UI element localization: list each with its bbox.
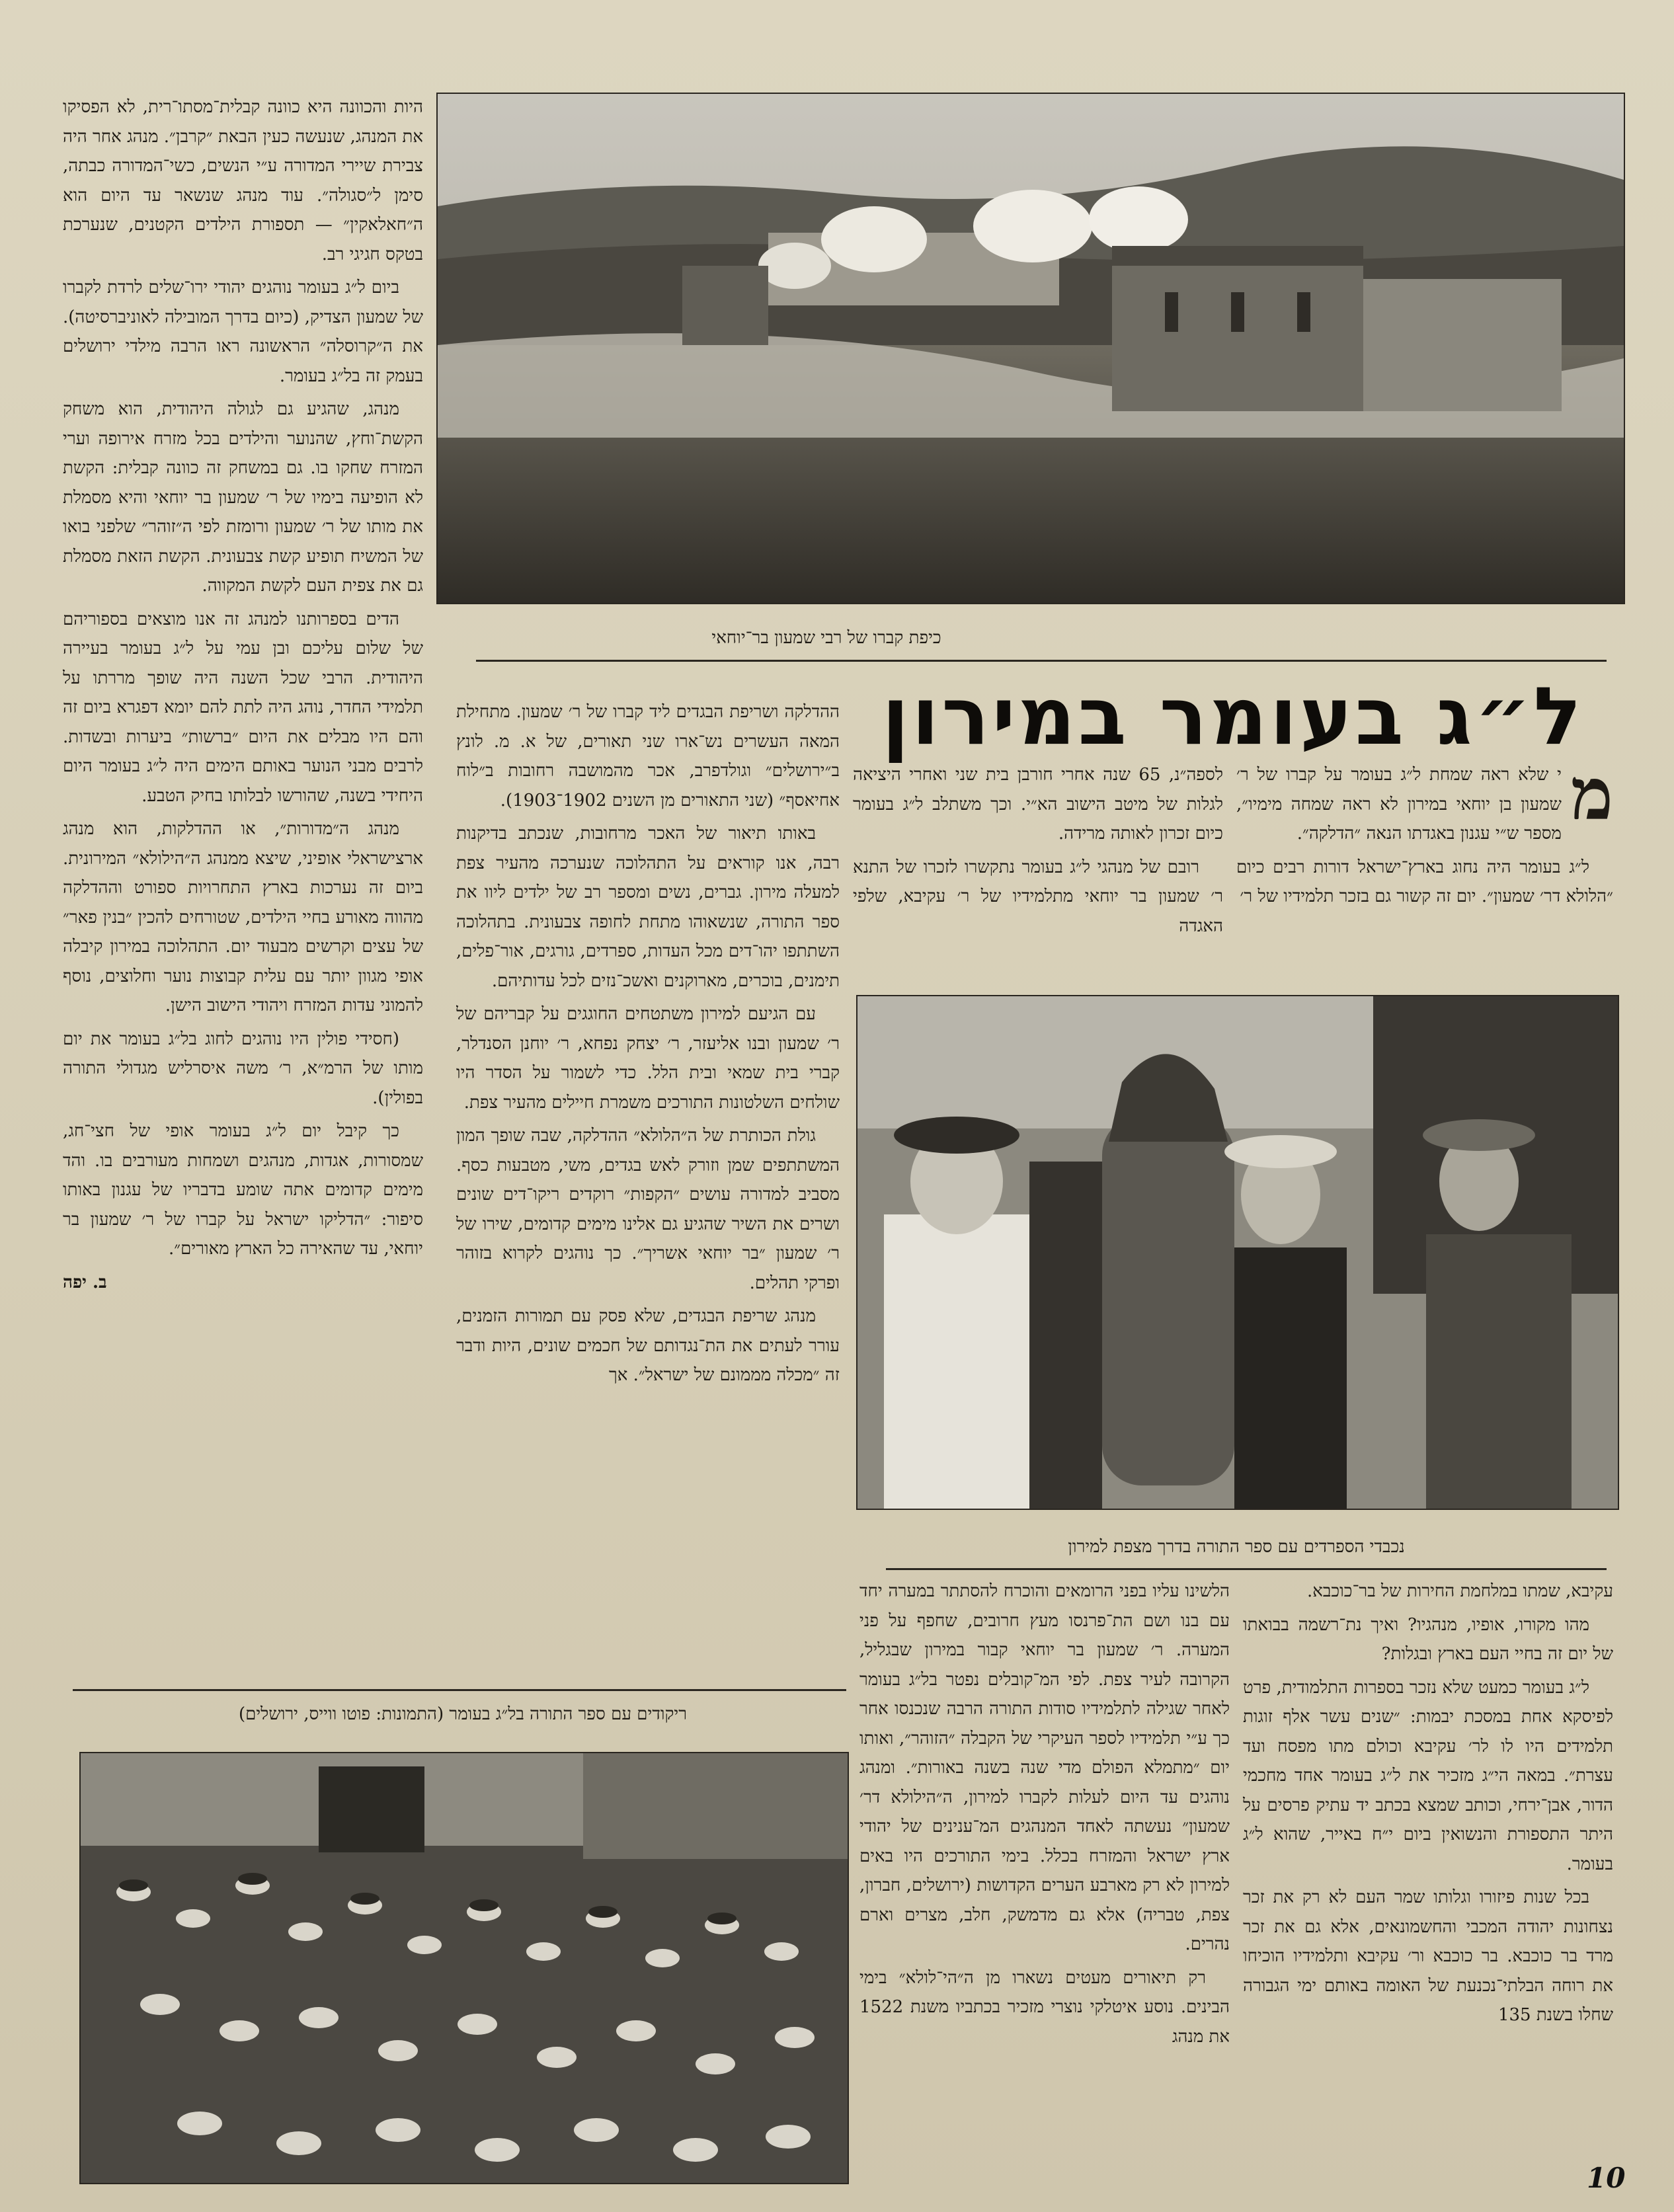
article-column-bottom-middle — [859, 1577, 1230, 2182]
col3-paragraph-3: עם הגיעם למירון משתטחים החוגגים על קבריהם של ר׳ שמעון ובנו אליעזר, ר׳ יצחק נפחא, ר׳ יוחנן הסנדלר, קברי בית שמאי ובית הלל. כדי לשמור על הסדר היו שולחים השלטונות התורכים משמרת חיילים מהעיר צפת. — [456, 1004, 840, 1113]
left-paragraph-7: כך קיבל יום ל״ג בעומר אופי של חצי־חג, שמסורות, אגדות, מנהגים ושמחות מעורבים בו. והד מימים קדומים אתה שומע בדבריו של עגנון באותו סיפור: ״הדליקו ישראל על קברו של ר׳ שמעון בר יוחאי, עד שהאירה כל הארץ מאורים״. — [63, 1121, 423, 1259]
col2-paragraph-1: לספה״נ, 65 שנה אחרי חורבן בית שני ואחרי היציאה לגלות של מיטב הישוב הא״י. וכך משתלב ל״ג בעומר כיום זכרון לאותה מרידה. — [853, 765, 1223, 844]
left-paragraph-6: (חסידי פולין היו נוהגים לחוג בל״ג בעומר את יום מותו של הרמ״א, ר׳ משה איסרליש מגדולי התורה בפולין). — [63, 1029, 423, 1108]
dancing-photo-caption: ריקודים עם ספר התורה בל״ג בעומר (התמונות: פוטו ווייס, ירושלים) — [239, 1704, 687, 1724]
article-column-2 — [853, 760, 1223, 992]
b3-paragraph-1: הלשינו עליו בפני הרומאים והוכרח להסתתר במערה יחד עם בנו ושם הת־פרנסו מעץ חרובים, שחפף על פני המערה. ר׳ שמעון בר יוחאי קבור במירון שבגליל, הקרובה לעיר צפת. לפי המ־קובלים נפטר בל״ג בעומר לאחר שגילה לתלמידיו סודות התורה הרבה שנכנסו אחר כך ע״י תלמידיו לספר העיקרי של הקבלה ״הזוהר״, ואותו יום ״מתמלא הפולם מדי שנה בשנה באורות״. ומנהג נוהגים עד היום לעלות לקברו למירון, ה״הילולא דר׳ שמעון״ נעשתה לאחד המנהגים המ־ענינים של יהודי ארץ ישראל והמזרח בכלל. בימי התורכים היו באים למירון לא רק מארבע הערים הקדושות (ירושלים, חברון, צפת, טבריה) אלא גם מדמשק, חלב, מצרים וארם נהרים. — [859, 1581, 1230, 1954]
crowd-image — [857, 996, 1618, 1509]
intro-text: י שלא ראה שמחת ל״ג בעומר על קברו של ר׳ שמעון בן יוחאי במירון לא ראה שמחה מימיו״, מספר ש״י עגנון באגדתו הנאה ״הדלקה״. — [1236, 765, 1562, 844]
page-number: 10 — [1587, 2162, 1626, 2194]
left-paragraph-3: מנהג, שהגיע גם לגולה היהודית, הוא משחק הקשת־וחץ, שהנוער והילדים בכל מזרח אירופה וערי המזרח שחקו בו. גם במשחק זה כוונה קבלית: הקשת לא הופיעה בימיו של ר׳ שמעון בר יוחאי והיא מסמלת את מותו של ר׳ שמעון ורומזת לפי ה״זוהר״ שלפני בואו של המשיח תופיע קשת צבעונית. הקשת הזאת מסמלת גם את צפית העם לקשת המקווה. — [63, 399, 423, 596]
dancing-crowd-photo — [79, 1752, 849, 2184]
dancing-image — [81, 1753, 848, 2183]
author-signature: ב. יפה — [63, 1272, 107, 1292]
col3-paragraph-5: מנהג שריפת הבגדים, שלא פסק עם תמורות הזמנים, עורר לעתים את הת־נגדותם של חכמים שונים, היות ודבר זה ״מכלה מממונם של ישראל״. אך — [456, 1306, 840, 1385]
article-column-bottom-right — [1243, 1577, 1613, 2172]
b4-paragraph-4: בכל שנות פיזורו וגלותו שמר העם לא רק את זכר נצחונות יהודה המכבי והחשמונאים, אלא גם את זכר מרד בר כוכבא. בר כוכבא ור׳ עקיבא ותלמידיו הוכיחו את רוחה הבלתי־נכנעת של האומה באותם ימי הגבורה שחלו בשנת 135 — [1243, 1887, 1613, 2025]
col3-paragraph-2: באותו תיאור של האכר מרחובות, שנכתב בדיקנות רבה, אנו קוראים על התהלוכה שנערכה מהעיר צפת למעלה מירון. גברים, נשים ומספר רב של ילדים ליוו את ספר התורה, שנשאוהו מתחת לחופה צבעונית. בתהלוכה השתתפו יהו־דים מכל העדות, ספרדים, גורגים, אור־פלים, תימנים, בוכרים, מארוקנים ואשכ־נזים לכל עדותיהם. — [456, 824, 840, 991]
caption-rule — [476, 660, 1607, 662]
left-paragraph-4: הדים בספרותנו למנהג זה אנו מוצאים בספוריהם של שלום עליכם ובן עמי על ל״ג בעומר בעיירה היהודית. הרבי שכל השנה היה שופך מררתו על תלמידי החדר, נוהג היה לתת להם יומא דפגרא ביום זה והם היו מבלים את היום ״ברשות״ ביערות ובשדות. לרבים מבני הנוער באותם הימים היה ל״ג בעומר היום היחידי בשנה, שהורשו לבלותו בחיק הטבע. — [63, 609, 423, 806]
torah-photo-caption: נכבדי הספרדים עם ספר התורה בדרך מצפת למירון — [1068, 1537, 1405, 1557]
intro-paragraph-2: ל״ג בעומר היה נחוג בארץ־ישראל דורות רבים כיום ״הלולא דר׳ שמעון״. יום זה קשור גם בזכר תלמידיו של ר׳ — [1236, 857, 1613, 906]
article-column-3 — [456, 697, 840, 1689]
b3-paragraph-2: רק תיאורים מעטים נשארו מן ה״הי־לולא״ בימי הבינים. נוסע איטלקי נוצרי מזכיר בכתביו משנת 1522 את מנהג — [859, 1967, 1230, 2047]
article-headline: ל״ג בעומר במירון — [881, 671, 1585, 763]
b4-paragraph-3: ל״ג בעומר כמעט שלא נזכר בספרות התלמודית, פרט לפיסקא אחת במסכת יבמות: ״שנים עשר אלף זוגות תלמידים היו לו לר׳ עקיבא וכולם מתו מפסח ועד עצרת״. במאה הי״ג מזכיר את ל״ג בעומר אחד מחכמי הדור, אבן־ירחי, וכותב שמצא בכתב יד עתיק פרסים על היתר התספורת והנשואין ביום י״ח באייר, שהוא ל״ג בעומר. — [1243, 1677, 1613, 1874]
article-column-right — [1236, 760, 1613, 992]
section-rule — [73, 1689, 846, 1691]
b4-paragraph-1: עקיבא, שמתו במלחמת החירות של בר־כוכבא. — [1307, 1581, 1613, 1601]
left-paragraph-1: היות והכוונה היא כוונה קבלית־מסתו־רית, לא הפסיקו את המנהג, שנעשה כעין הבאת ״קרבן״. מנהג אחר היה צבירת שיירי המדורה ע״י הנשים, כשי־המדורה כבתה, סימן ל״סגולה״. עוד מנהג שנשאר עד היום הוא ה״חאלאקין״ — תספורת הילדים הקטנים, שנערכת בטקס חגיגי רב. — [63, 97, 423, 264]
col2-paragraph-2: רובם של מנהגי ל״ג בעומר נתקשרו לזכרו של התנא ר׳ שמעון בר יוחאי מתלמידיו של ר׳ עקיבא, שלפי האגדה — [853, 857, 1223, 936]
b4-paragraph-2: מהו מקורו, אופיו, מנהגיו? ואיך נת־רשמה בבואתו של יום זה בחיי העם בארץ ובגלות? — [1243, 1614, 1613, 1664]
torah-procession-photo — [856, 995, 1619, 1510]
landscape-image — [438, 94, 1624, 603]
dropcap-letter: מ — [1570, 760, 1613, 836]
left-paragraph-2: ביום ל״ג בעומר נוהגים יהודי ירו־שלים לרדת לקברו של שמעון הצדיק, (כיום בדרך המובילה לאוניברסיטה). את ה״קרוסלה״ הראשונה ראו הרבה מילדי ירושלים בעמק זה בל״ג בעומר. — [63, 278, 423, 386]
caption-rule-2 — [886, 1568, 1607, 1570]
article-column-left — [63, 93, 423, 1699]
col3-paragraph-4: גולת הכותרת של ה״הלולא״ ההדלקה, שבה שופך המון המשתתפים שמן וזורק לאש בגדים, משי, מטבעות כסף. מסביב למדורה עושים ״הקפות״ רוקדים ריקו־דים שונים ושרים את השיר שהגיע גם אלינו מימים קדומים, שירו של ר׳ שמעון ״בר יוחאי אשריך״. כך נוהגים לקרוא בזוהר ופרקי תהלים. — [456, 1126, 840, 1293]
tomb-dome-photo — [436, 93, 1625, 604]
tomb-photo-caption: כיפת קברו של רבי שמעון בר־יוחאי — [711, 628, 941, 648]
left-paragraph-5: מנהג ה״מדורות״, או ההדלקות, הוא מנהג ארצישראלי אופיני, שיצא ממנהג ה״הילולא״ המירונית. ביום זה נערכות בארץ התחרויות ספורט וההדלקה מהווה מאורע בחיי הילדים, שטורחים להכין ״בנין פאר״ של עצים וקרשים מבעוד יום. התהלוכה במירון קיבלה אופי מגוון יותר עם עלית קבוצות נוער וחלוצים, נוסף להמוני עדות המזרח ויהודי הישוב הישן. — [63, 819, 423, 1015]
col3-paragraph-1: ההדלקה ושריפת הבגדים ליד קברו של ר׳ שמעון. מתחילת המאה העשרים נש־ארו שני תאורים, של א. מ. לונץ ב״ירושלים״ וגולדפרב, אכר מהמושבה רחובות ב״לוח אחיאסף״ (שני התאורים מן השנים 1902־1903). — [456, 702, 840, 810]
